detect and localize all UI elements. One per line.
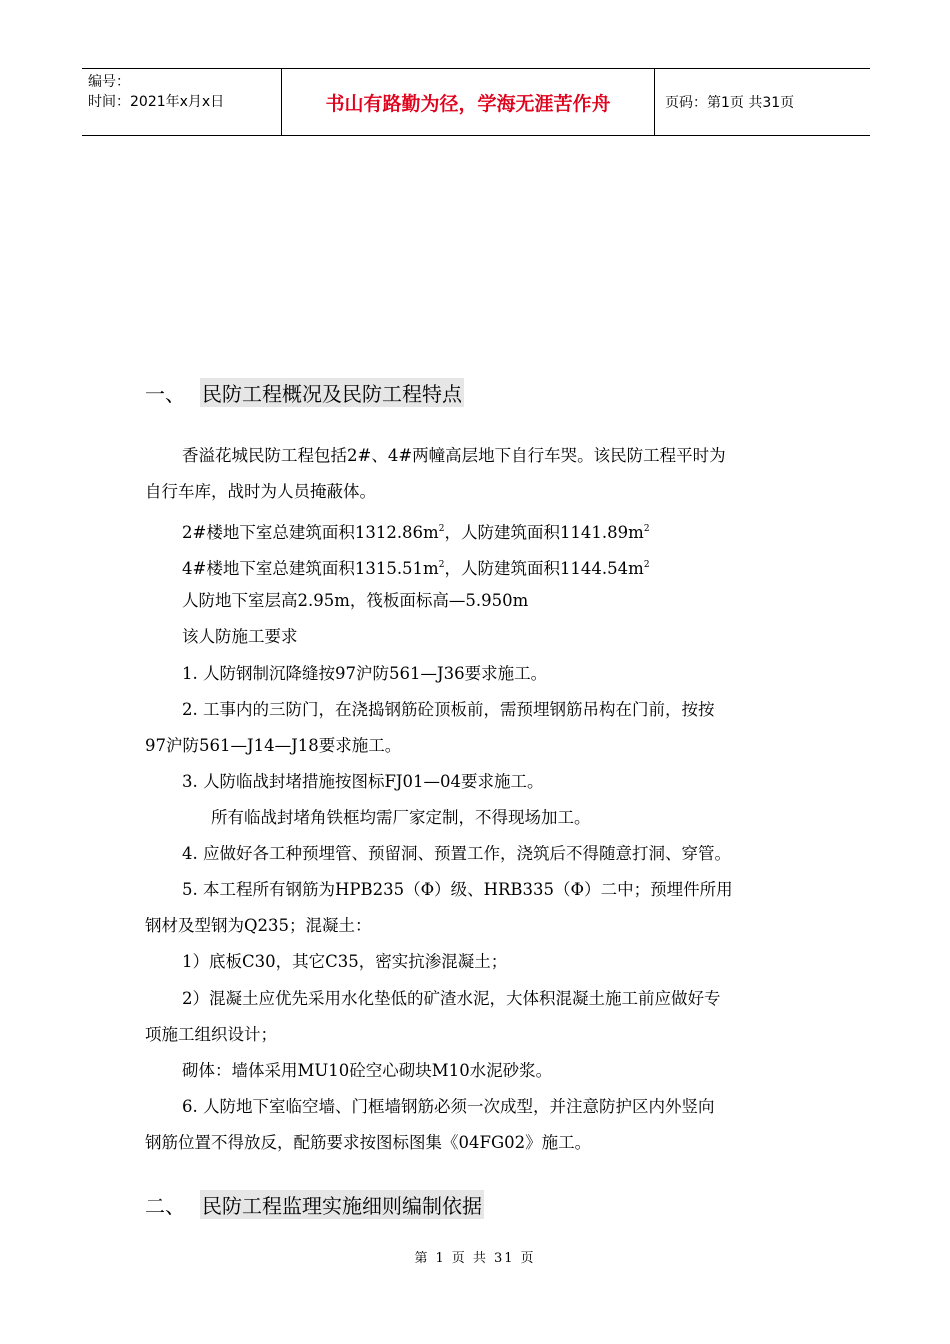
section-2-title: 民防工程监理实施细则编制依据 — [200, 1190, 484, 1219]
paragraph: 自行车库，战时为人员掩蔽体。 — [145, 482, 376, 501]
header-page-info: 页码：第1页 共31页 — [665, 95, 795, 111]
total-pages: 31 — [493, 1251, 515, 1266]
paragraph: 砌体：墙体采用MU10砼空心砌块M10水泥砂浆。 — [182, 1061, 553, 1080]
list-item: 6. 人防地下室临空墙、门框墙钢筋必须一次成型，并注意防护区内外竖向 — [182, 1097, 715, 1116]
list-item-continuation: 钢筋位置不得放反，配筋要求按图标图集《04FG02》施工。 — [145, 1133, 592, 1152]
sub-item: 1）底板C30，其它C35，密实抗渗混凝土； — [182, 952, 508, 971]
list-item: 4. 应做好各工种预埋管、预留洞、预置工作，浇筑后不得随意打洞、穿管。 — [182, 844, 731, 863]
document-header — [82, 68, 870, 136]
area-line-2: 2#楼地下室总建筑面积$1312.86m^2$，人防建筑面积$1141.89m^2$ — [182, 523, 650, 542]
sub-item-continuation: 项施工组织设计； — [145, 1025, 277, 1044]
serial-label: 编号： — [88, 74, 130, 90]
list-item-note: 所有临战封堵角铁框均需厂家定制，不得现场加工。 — [211, 808, 591, 827]
header-motto: 书山有路勤为径，学海无涯苦作舟 — [282, 69, 655, 135]
date-text: 时间：2021年x月x日 — [88, 94, 225, 110]
paragraph: 人防地下室层高2.95m，筏板面标高—5.950m — [182, 591, 529, 610]
list-item: 3. 人防临战封堵措施按图标FJ01—04要求施工。 — [182, 772, 544, 791]
paragraph: 该人防施工要求 — [182, 627, 298, 646]
section-1-number: 一、 — [145, 382, 185, 406]
list-item: 1. 人防钢制沉降缝按97沪防561—J36要求施工。 — [182, 664, 548, 683]
sub-item: 2）混凝土应优先采用水化垫低的矿渣水泥，大体积混凝土施工前应做好专 — [182, 989, 721, 1008]
section-1-title: 民防工程概况及民防工程特点 — [200, 378, 464, 407]
list-item-continuation: 钢材及型钢为Q235；混凝土： — [145, 916, 372, 935]
list-item-continuation: 97沪防561—J14—J18要求施工。 — [145, 736, 402, 755]
header-meta — [82, 69, 282, 135]
area-line-4: 4#楼地下室总建筑面积$1315.51m^2$，人防建筑面积$1144.54m^2$ — [182, 559, 650, 578]
list-item: 5. 本工程所有钢筋为HPB235（Φ）级、HRB335（Φ）二中；预埋件所用 — [182, 880, 733, 899]
section-2-heading — [145, 1190, 484, 1219]
list-item: 2. 工事内的三防门，在浇捣钢筋砼顶板前，需预埋钢筋吊构在门前，按按 — [182, 700, 715, 719]
page-number: 1 — [435, 1251, 446, 1266]
paragraph: 香溢花城民防工程包括2#、4#两幢高层地下自行车哭。该民防工程平时为 — [182, 446, 726, 465]
section-1-heading — [145, 378, 464, 407]
page-footer: 第 1 页 共 31 页 — [414, 1251, 536, 1266]
section-2-number: 二、 — [145, 1194, 185, 1218]
